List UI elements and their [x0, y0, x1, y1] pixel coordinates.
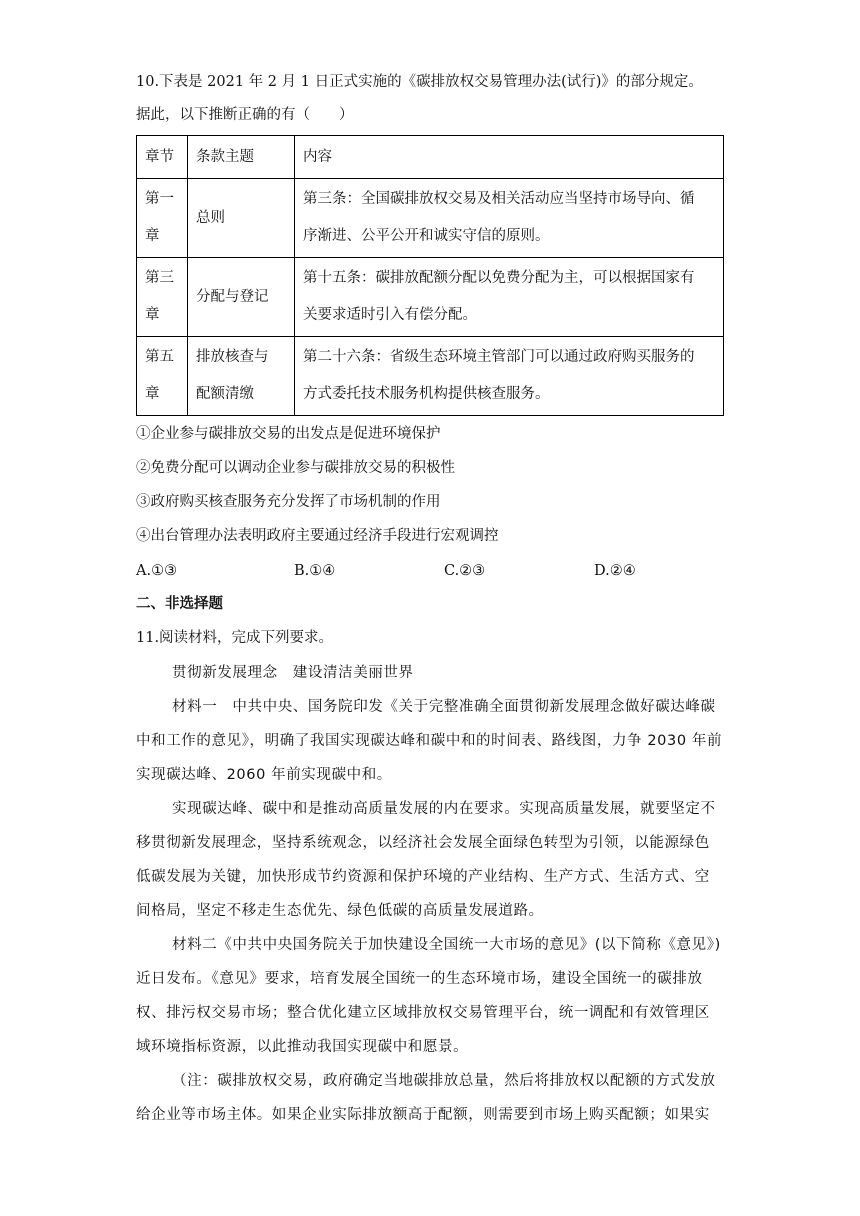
regulation-table	[136, 135, 724, 416]
cell-topic	[188, 258, 295, 337]
material-line: 中和工作的意见》，明确了我国实现碳达峰和碳中和的时间表、路线图，力争 2030 年前	[136, 733, 723, 749]
material-line: 近日发布。《意见》要求，培育发展全国统一的生态环境市场，建设全国统一的碳排放	[136, 971, 703, 987]
table-row	[137, 179, 724, 258]
cell-chapter	[137, 337, 188, 416]
q10-stem-line-1: 10.下表是 2021 年 2 月 1 日正式实施的《碳排放权交易管理办法(试行)》的部分规定。	[136, 74, 703, 90]
cell-content-line: 第二十六条：省级生态环境主管部门可以通过政府购买服务的	[303, 349, 695, 365]
cell-chapter-line: 第一	[145, 191, 174, 207]
table-header-row	[137, 136, 724, 179]
cell-chapter-line: 第五	[145, 349, 174, 365]
material-line: 域环境指标资源，以此推动我国实现碳中和愿景。	[136, 1039, 469, 1055]
cell-chapter-line: 章	[145, 228, 160, 244]
section-heading: 二、非选择题	[136, 596, 223, 612]
cell-content	[295, 179, 724, 258]
statement-2: ②免费分配可以调动企业参与碳排放交易的积极性	[136, 460, 455, 476]
statement-3: ③政府购买核查服务充分发挥了市场机制的作用	[136, 494, 441, 510]
option-b: B.①④	[294, 563, 336, 579]
cell-content-line: 关要求适时引入有偿分配。	[303, 307, 477, 323]
material-line: 权、排污权交易市场；整合优化建立区域排放权交易管理平台，统一调配和有效管理区	[136, 1005, 710, 1021]
cell-chapter-line: 章	[145, 386, 160, 402]
cell-content-line: 方式委托技术服务机构提供核查服务。	[303, 386, 550, 402]
material-line: 间格局，坚定不移走生态优先、绿色低碳的高质量发展道路。	[136, 903, 544, 919]
cell-chapter-line: 章	[145, 307, 160, 323]
header-content: 内容	[295, 136, 724, 179]
cell-chapter	[137, 179, 188, 258]
cell-topic-line: 总则	[196, 209, 225, 226]
q10-stem-line-2: 据此，以下推断正确的有（ ）	[136, 107, 354, 123]
material-line: 材料一 中共中央、国务院印发《关于完整准确全面贯彻新发展理念做好碳达峰碳	[172, 699, 716, 715]
q11-stem: 11.阅读材料，完成下列要求。	[136, 630, 334, 646]
table-row	[137, 337, 724, 416]
cell-content	[295, 337, 724, 416]
cell-content-line: 第十五条：碳排放配额分配以免费分配为主，可以根据国家有	[303, 270, 695, 286]
cell-chapter-line: 第三	[145, 270, 174, 286]
material-line: 低碳发展为关键，加快形成节约资源和保护环境的产业结构、生产方式、生活方式、空	[136, 869, 710, 885]
cell-topic	[188, 179, 295, 258]
q11-title: 贯彻新发展理念 建设清洁美丽世界	[172, 665, 414, 681]
cell-topic-line: 配额清缴	[196, 386, 254, 402]
material-line: 实现碳达峰、2060 年前实现碳中和。	[136, 767, 392, 783]
note-line: 给企业等市场主体。如果企业实际排放额高于配额，则需要到市场上购买配额；如果实	[136, 1107, 710, 1123]
material-line: 移贯彻新发展理念，坚持系统观念，以经济社会发展全面绿色转型为引领，以能源绿色	[136, 835, 710, 851]
cell-topic-line: 分配与登记	[196, 288, 269, 305]
header-chapter: 章节	[137, 136, 188, 179]
cell-content-line: 序渐进、公平公开和诚实守信的原则。	[303, 228, 550, 244]
option-d: D.②④	[594, 563, 636, 579]
table-row	[137, 258, 724, 337]
cell-content-line: 第三条：全国碳排放权交易及相关活动应当坚持市场导向、循	[303, 191, 695, 207]
note-line: （注：碳排放权交易，政府确定当地碳排放总量，然后将排放权以配额的方式发放	[172, 1073, 716, 1089]
cell-chapter	[137, 258, 188, 337]
header-topic: 条款主题	[188, 136, 295, 179]
option-a: A.①③	[136, 563, 178, 579]
material-line: 材料二《中共中央国务院关于加快建设全国统一大市场的意见》(以下简称《意见》)	[172, 937, 721, 953]
cell-content	[295, 258, 724, 337]
cell-topic	[188, 337, 295, 416]
cell-topic-line: 排放核查与	[196, 349, 269, 365]
option-c: C.②③	[444, 563, 486, 579]
statement-1: ①企业参与碳排放交易的出发点是促进环境保护	[136, 426, 441, 442]
material-line: 实现碳达峰、碳中和是推动高质量发展的内在要求。实现高质量发展，就要坚定不	[172, 801, 716, 817]
statement-4: ④出台管理办法表明政府主要通过经济手段进行宏观调控	[136, 528, 499, 544]
